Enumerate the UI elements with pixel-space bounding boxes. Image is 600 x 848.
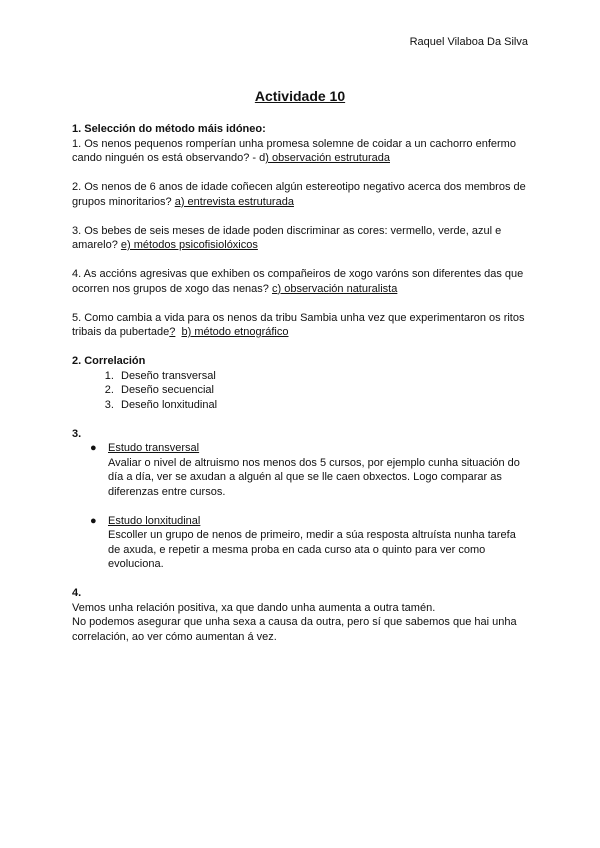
question-5-answer: b) método etnográfico xyxy=(181,326,289,338)
question-5-mark: ? xyxy=(169,326,176,338)
question-3-answer: e) métodos psicofisiolóxicos xyxy=(120,239,258,251)
question-4 xyxy=(72,267,528,296)
bullet-icon: ● xyxy=(90,514,97,527)
question-5-text: 5. Como cambia a vida para os nenos da tribu Sambia unha vez que experimentaron os ritos tribais da pubertade xyxy=(72,311,525,338)
question-2-answer: a) entrevista estruturada xyxy=(174,195,294,208)
question-4-answer: c) observación naturalista xyxy=(271,282,398,295)
list-item xyxy=(90,514,528,572)
section-4-line-1: Vemos unha relación positiva, xa que dando unha aumenta a outra tamén. xyxy=(72,601,436,614)
question-2-text: 2. Os nenos de 6 anos de idade coñecen algún estereotipo negativo acerca dos membros de grupos minoritarios? xyxy=(72,181,526,208)
question-1-text: 1. Os nenos pequenos romperían unha promesa solemne de coidar a un cachorro enfermo cando ninguén os está observando? - d xyxy=(72,137,516,164)
page-title: Actividade 10 xyxy=(254,88,346,104)
question-2 xyxy=(72,180,528,209)
question-3-text: 3. Os bebes de seis meses de idade poden discriminar as cores: vermello, verde, azul e amarelo? xyxy=(72,224,502,251)
study-title: Estudo lonxitudinal xyxy=(108,514,201,527)
study-title: Estudo transversal xyxy=(108,442,200,454)
section-4-line-2: No podemos asegurar que unha sexa a causa da outra, pero sí que sabemos que hai unha correlación, ao ver cómo aumentan á vez. xyxy=(72,616,517,643)
list-item: 3. Deseño lonxitudinal xyxy=(117,398,528,413)
correlation-list xyxy=(72,369,528,413)
section-3-heading: 3. xyxy=(72,427,82,440)
section-1-heading: 1. Selección do método máis idóneo: xyxy=(72,123,266,135)
list-item: 2. Deseño secuencial xyxy=(117,383,528,398)
list-item xyxy=(90,441,528,499)
question-1-answer: ) observación estruturada xyxy=(265,152,390,164)
author-name: Raquel Vilaboa Da Silva xyxy=(409,36,528,48)
bullet-icon: ● xyxy=(90,442,97,454)
study-body: Escoller un grupo de nenos de primeiro, medir a súa resposta altruísta nunha tarefa de axuda, e repetir a mesma proba en cada curso ata o quinto para ver como evoluciona. xyxy=(108,529,516,570)
study-list xyxy=(72,441,528,572)
question-1 xyxy=(72,137,528,166)
section-2-heading: 2. Correlación xyxy=(72,355,146,367)
question-4-text: 4. As accións agresivas que exhiben os compañeiros de xogo varóns son diferentes das que ocorren nos grupos de xogo das nenas? xyxy=(72,268,524,295)
section-4-heading: 4. xyxy=(72,587,82,599)
document-body xyxy=(72,122,528,644)
question-5 xyxy=(72,311,528,340)
study-body: Avaliar o nivel de altruismo nos menos dos 5 cursos, por ejemplo cunha situación do día a día, ver se axudan a alguén al que se lle caen obxectos. Logo comparar as diferenzas entre cursos. xyxy=(108,456,520,498)
question-3 xyxy=(72,224,528,253)
list-item: 1. Deseño transversal xyxy=(117,369,528,384)
